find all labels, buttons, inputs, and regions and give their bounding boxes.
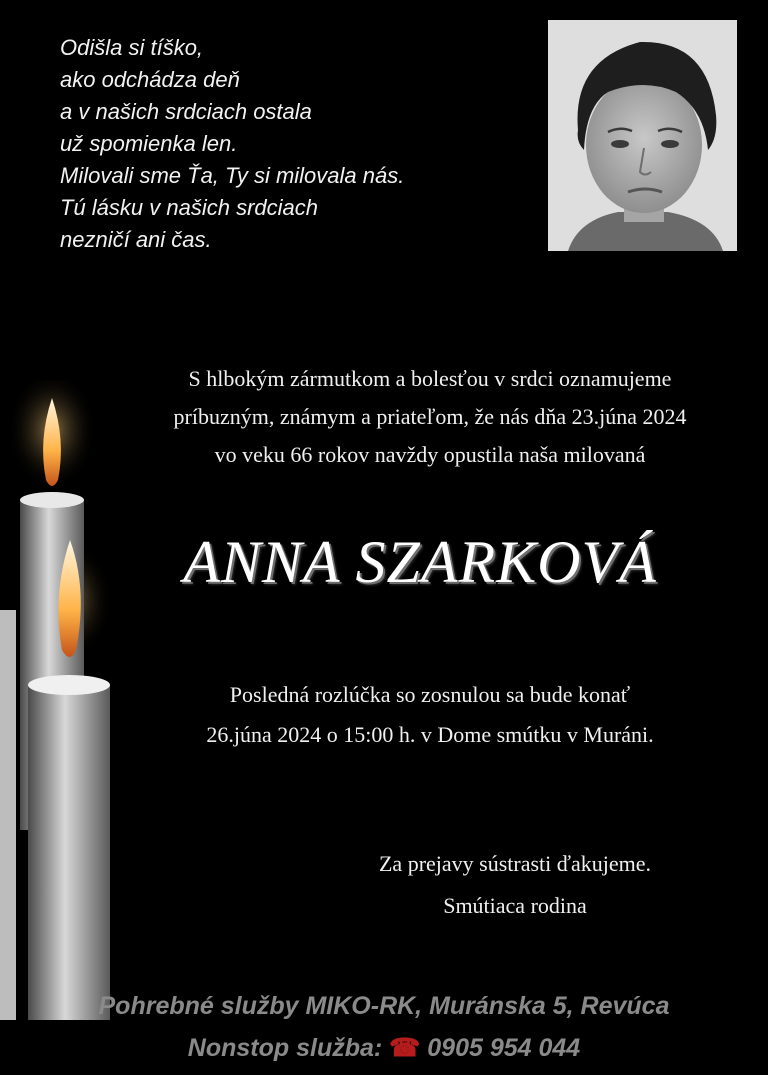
ceremony-line: Posledná rozlúčka so zosnulou sa bude konať xyxy=(229,682,631,707)
poem-line: už spomienka len. xyxy=(60,131,238,156)
announcement-line: vo veku 66 rokov navždy opustila naša milovaná xyxy=(214,442,646,467)
portrait-image xyxy=(548,20,737,251)
poem-line: ako odchádza deň xyxy=(60,67,240,92)
closing xyxy=(300,843,730,927)
poem-line: nezničí ani čas. xyxy=(60,227,212,252)
ceremony-line: 26.júna 2024 o 15:00 h. v Dome smútku v Muráni. xyxy=(206,722,654,747)
phone-icon: ☎ xyxy=(389,1034,421,1062)
poem xyxy=(60,32,404,256)
poem-line: Tú lásku v našich srdciach xyxy=(60,195,318,220)
thanks-text: Za prejavy sústrasti ďakujeme. xyxy=(378,851,652,876)
portrait-photo xyxy=(548,20,737,251)
poem-line: Odišla si tíško, xyxy=(60,35,204,60)
family-signature: Smútiaca rodina xyxy=(443,893,587,918)
funeral-service-name: Pohrebné služby MIKO-RK, Muránska 5, Revúca xyxy=(98,992,670,1020)
announcement-line: S hlbokým zármutkom a bolesťou v srdci oznamujeme xyxy=(188,366,672,391)
nonstop-label: Nonstop služba: xyxy=(187,1034,383,1062)
phone-number[interactable]: 0905 954 044 xyxy=(427,1034,581,1062)
announcement xyxy=(90,360,768,474)
deceased-name: ANNA SZARKOVÁ xyxy=(183,529,657,595)
nonstop-line xyxy=(0,1027,768,1069)
announcement-line: príbuzným, známym a priateľom, že nás dňa 23.júna 2024 xyxy=(173,404,687,429)
footer xyxy=(0,985,768,1069)
poem-line: Milovali sme Ťa, Ty si milovala nás. xyxy=(60,163,405,188)
ceremony-info xyxy=(90,675,768,755)
poem-line: a v našich srdciach ostala xyxy=(60,99,312,124)
